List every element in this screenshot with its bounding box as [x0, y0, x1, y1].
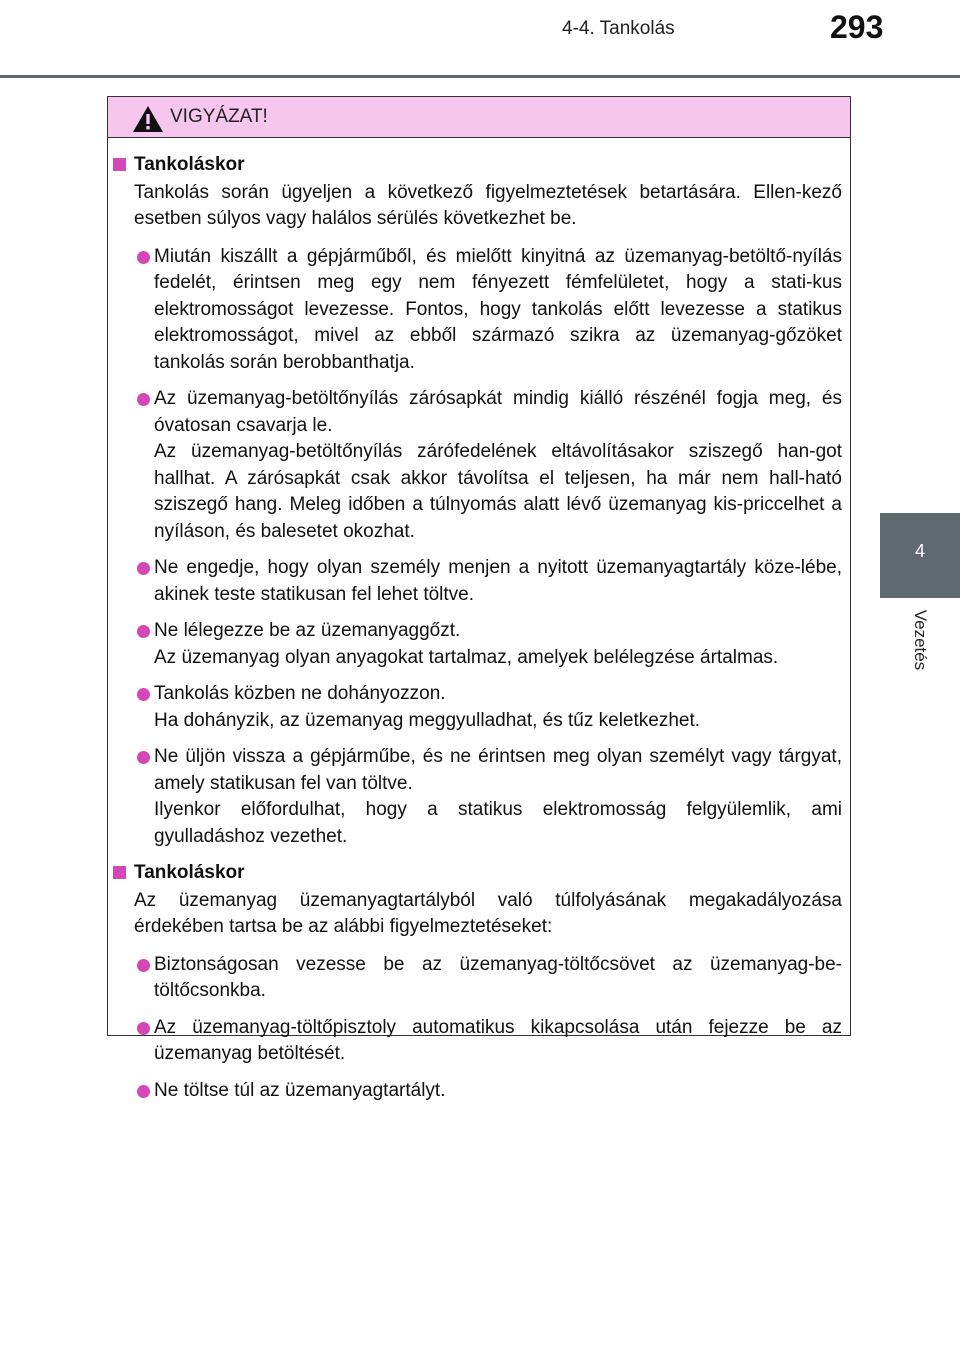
- chapter-label: Vezetés: [911, 609, 930, 671]
- round-bullet-icon: [137, 251, 150, 264]
- round-bullet-icon: [137, 562, 150, 575]
- list-item-text: Ilyenkor előfordulhat, hogy a statikus elektromosság felgyülemlik, ami gyulladáshoz vezethet.: [154, 799, 842, 847]
- section-heading: [108, 152, 852, 179]
- round-bullet-icon: [137, 1085, 150, 1098]
- chapter-number: 4: [914, 541, 925, 561]
- round-bullet-icon: [137, 688, 150, 701]
- list-item-text: Az üzemanyag olyan anyagokat tartalmaz, amelyek belélegzése ártalmas.: [154, 646, 779, 668]
- section-intro: Az üzemanyag üzemanyagtartályból való túlfolyásának megakadályozása érdekében tartsa be az alábbi figyelmeztetéseket:: [134, 889, 842, 937]
- round-bullet-icon: [137, 625, 150, 638]
- list-item-text: Ne engedje, hogy olyan személy menjen a nyitott üzemanyagtartály köze-lébe, akinek teste statikusan fel lehet töltve.: [154, 557, 842, 605]
- list-item-text: Az üzemanyag-betöltőnyílás zárófedelének eltávolításakor sziszegő han-got hallhat. A zárósapkát csak akkor távolítsa el teljesen, ha már nem hall-ható sziszegő hang. Meleg időben a túlnyomás alatt lévő üzemanyag kis-priccelhet a nyíláson, és balesetet okozhat.: [154, 441, 842, 542]
- warning-title: VIGYÁZAT!: [170, 106, 268, 127]
- warning-header: [108, 97, 850, 138]
- warning-box: [107, 96, 851, 1101]
- list-item-text: Ne lélegezze be az üzemanyaggőzt.: [154, 620, 461, 641]
- list-item-text: Ha dohányzik, az üzemanyag meggyulladhat, és tűz keletkezhet.: [154, 709, 701, 731]
- section-title-header: 4-4. Tankolás: [562, 18, 675, 39]
- warning-triangle-icon: [131, 104, 165, 134]
- round-bullet-icon: [137, 1022, 150, 1035]
- chapter-label-container: [880, 598, 960, 682]
- warning-content: [108, 152, 852, 1114]
- list-item: [108, 681, 852, 734]
- list-item-text: Biztonságosan vezesse be az üzemanyag-töltőcsövet az üzemanyag-be-töltőcsonkba.: [154, 953, 842, 1001]
- section-heading-text: Tankoláskor: [134, 862, 245, 883]
- list-item-text: Ne töltse túl az üzemanyagtartályt.: [154, 1079, 446, 1101]
- list-item: [108, 1015, 852, 1068]
- section-intro: Tankolás során ügyeljen a következő figyelmeztetések betartására. Ellen-kező esetben súlyos vagy halálos sérülés következhet be.: [134, 181, 842, 229]
- list-item: [108, 952, 852, 1005]
- page-number: 293: [830, 9, 884, 45]
- list-item-text: Miután kiszállt a gépjárműből, és mielőtt kinyitná az üzemanyag-betöltő-nyílás fedelét, érintsen meg egy nem fényezett fémfelületet, hogy a stati-kus elektromosságot levezesse. Fontos, hogy tankolás előtt levezesse a statikus elektromosságot, mivel az ebből származó szikra az üzemanyag-gőzöket tankolás során berobbanthatja.: [154, 245, 842, 373]
- round-bullet-icon: [137, 393, 150, 406]
- header-divider: [0, 75, 960, 78]
- list-item: [108, 618, 852, 671]
- round-bullet-icon: [137, 959, 150, 972]
- square-bullet-icon: [113, 158, 126, 171]
- list-item: [108, 386, 852, 545]
- list-item-text: Tankolás közben ne dohányozzon.: [154, 683, 446, 704]
- list-item-text: Ne üljön vissza a gépjárműbe, és ne érintsen meg olyan személyt vagy tárgyat, amely statikusan fel van töltve.: [154, 746, 842, 794]
- section-heading: [108, 860, 852, 887]
- list-item: [108, 744, 852, 850]
- round-bullet-icon: [137, 751, 150, 764]
- list-item: [108, 244, 852, 377]
- list-item: [108, 1078, 852, 1105]
- square-bullet-icon: [113, 866, 126, 879]
- list-item-text: Az üzemanyag-töltőpisztoly automatikus kikapcsolása után fejezze be az üzemanyag betöltését.: [154, 1016, 842, 1064]
- chapter-tab: [880, 513, 960, 598]
- list-item-text: Az üzemanyag-betöltőnyílás zárósapkát mindig kiálló részénél fogja meg, és óvatosan csavarja le.: [154, 388, 842, 436]
- section-heading-text: Tankoláskor: [134, 154, 245, 175]
- list-item: [108, 555, 852, 608]
